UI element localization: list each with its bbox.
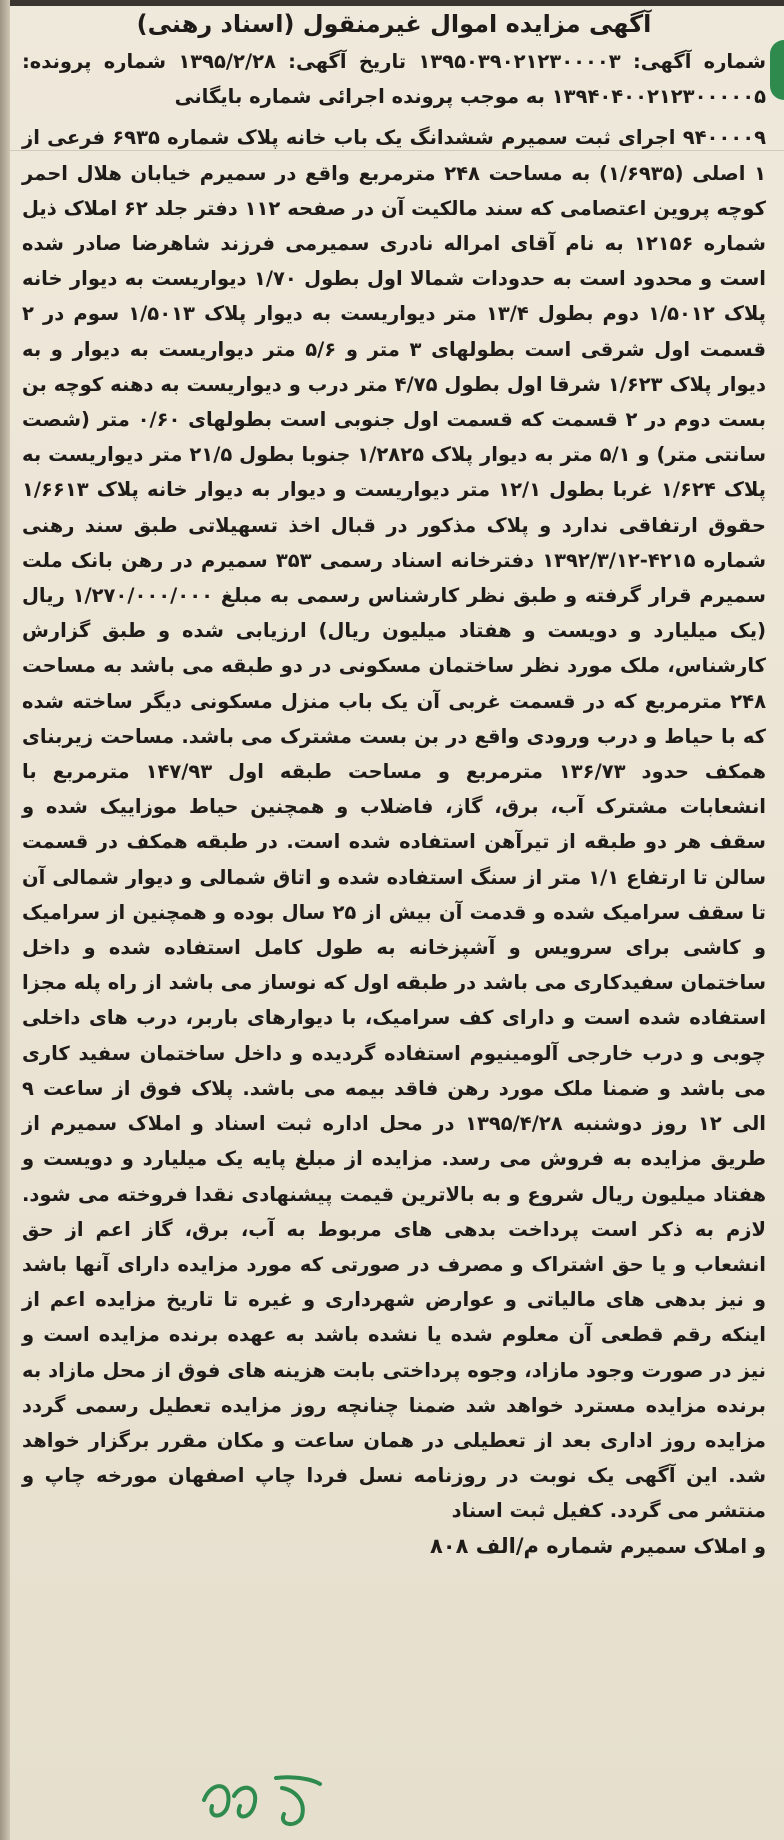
notice-reference-number: شماره م/الف ۸۰۸ (429, 1533, 614, 1558)
page-edge-shadow (0, 0, 10, 1840)
notice-header-info: شماره آگهی: ۱۳۹۵۰۳۹۰۲۱۲۳۰۰۰۰۳ تاریخ آگهی: ۱۳۹۵/۲/۲۸ شماره پرونده: ۱۳۹۴۰۴۰۰۲۱۲۳۰۰۰۰۰۵ به موجب پرونده اجرائی شماره بایگانی (22, 50, 766, 109)
notice-body: ۹۴۰۰۰۰۹ اجرای ثبت سمیرم ششدانگ یک باب خانه پلاک شماره ۶۹۳۵ فرعی از ۱ اصلی (۱/۶۹۳۵) به مساحت ۲۴۸ مترمربع واقع در سمیرم خیابان هلال احمر کوچه پروین اعتصامی که سند مالکیت آن در صفحه ۱۱۲ دفتر جلد ۶۲ املاک ذیل شماره ۱۲۱۵۶ به نام آقای امراله نادری سمیرمی فرزند شاهرضا صادر شده است و محدود است به حدودات شمالا اول بطول ۱/۷۰ دیواریست به دیوار خانه پلاک ۱/۵۰۱۲ دوم بطول ۱۳/۴ متر دیواریست به دیوار پلاک ۱/۵۰۱۳ سوم در ۲ قسمت اول شرقی است بطولهای ۳ متر و ۵/۶ متر دیواریست به دیوار و به دیوار پلاک ۱/۶۲۳ شرقا اول بطول ۴/۷۵ متر درب و دیواریست به دهنه کوچه بن بست دوم در ۲ قسمت که قسمت اول جنوبی است بطولهای ۰/۶۰ متر (شصت سانتی متر) و ۵/۱ متر به دیوار پلاک ۱/۲۸۲۵ جنوبا بطول ۲۱/۵ متر دیواریست به پلاک ۱/۶۲۴ غربا بطول ۱۲/۱ متر دیواریست و دیوار به دیوار خانه پلاک ۱/۶۶۱۳ حقوق ارتفاقی ندارد و پلاک مذکور در قبال اخذ تسهیلاتی طبق سند رهنی شماره ۴۲۱۵-۱۳۹۲/۳/۱۲ دفترخانه اسناد رسمی ۳۵۳ سمیرم در رهن بانک ملت سمیرم قرار گرفته و طبق نظر کارشناس رسمی به مبلغ ۱/۲۷۰/۰۰۰/۰۰۰ ریال (یک میلیارد و دویست و هفتاد میلیون ریال) ارزیابی شده و طبق گزارش کارشناس، ملک مورد نظر ساختمان مسکونی در دو طبقه می باشد به مساحت ۲۴۸ مترمربع که در قسمت غربی آن یک باب منزل مسکونی دیگر ساخته شده که با حیاط و درب ورودی واقع در بن بست مشترک می باشد. مساحت زیربنای همکف حدود ۱۳۶/۷۳ مترمربع و مساحت طبقه اول ۱۴۷/۹۳ مترمربع با انشعابات مشترک آب، برق، گاز، فاضلاب و همچنین حیاط موزاییک شده و سقف هر دو طبقه از تیرآهن استفاده شده است. در طبقه همکف در قسمت سالن تا ارتفاع ۱/۱ متر از سنگ استفاده شده و اتاق شمالی و دیوار شمالی آن تا سقف سرامیک شده و قدمت آن بیش از ۲۵ سال بوده و همچنین از سرامیک و کاشی برای سرویس و آشپزخانه به طول کامل استفاده شده و داخل ساختمان سفیدکاری می باشد در طبقه اول که نوساز می باشد از راه پله مجزا استفاده شده است و دارای کف سرامیک، با دیوارهای باربر، درب های داخلی چوبی و درب خارجی آلومینیوم استفاده گردیده و داخل ساختمان سفید کاری می باشد و ضمنا ملک مورد رهن فاقد بیمه می باشد. پلاک فوق از ساعت ۹ الی ۱۲ روز دوشنبه ۱۳۹۵/۴/۲۸ در محل اداره ثبت اسناد و املاک سمیرم از طریق مزایده به فروش می رسد. مزایده از مبلغ پایه یک میلیارد و دویست و هفتاد میلیون ریال شروع و به بالاترین قیمت پیشنهادی نقدا فروخته می شود. لازم به ذکر است پرداخت بدهی های مربوط به آب، برق، گاز اعم از حق انشعاب و یا حق اشتراک و مصرف در صورتی که مورد مزایده دارای آنها باشد و نیز بدهی های مالیاتی و عوارض شهرداری و غیره تا تاریخ مزایده اعم از اینکه رقم قطعی آن معلوم شده یا نشده باشد به عهده برنده مزایده است و نیز در صورت وجود مازاد، وجوه پرداختی بابت هزینه های فوق از محل مازاد به برنده مزایده مسترد خواهد شد ضمنا چنانچه روز مزایده تعطیل رسمی گردد مزایده روز اداری بعد از تعطیلی در همان ساعت و مکان مقرر برگزار خواهد شد. این آگهی یک نوبت در روزنامه نسل فردا چاپ اصفهان مورخه چاپ و منتشر می گردد. کفیل ثبت اسناد (22, 126, 767, 1523)
green-marker-stain (770, 40, 784, 100)
handwritten-mark-icon (198, 1770, 338, 1832)
notice-title: آگهی مزایده اموال غیرمنقول (اسناد رهنی) (136, 10, 652, 38)
notice-column (22, 6, 766, 1564)
notice-footer (22, 1529, 766, 1564)
notice-footer-text: و املاک سمیرم (620, 1534, 766, 1558)
